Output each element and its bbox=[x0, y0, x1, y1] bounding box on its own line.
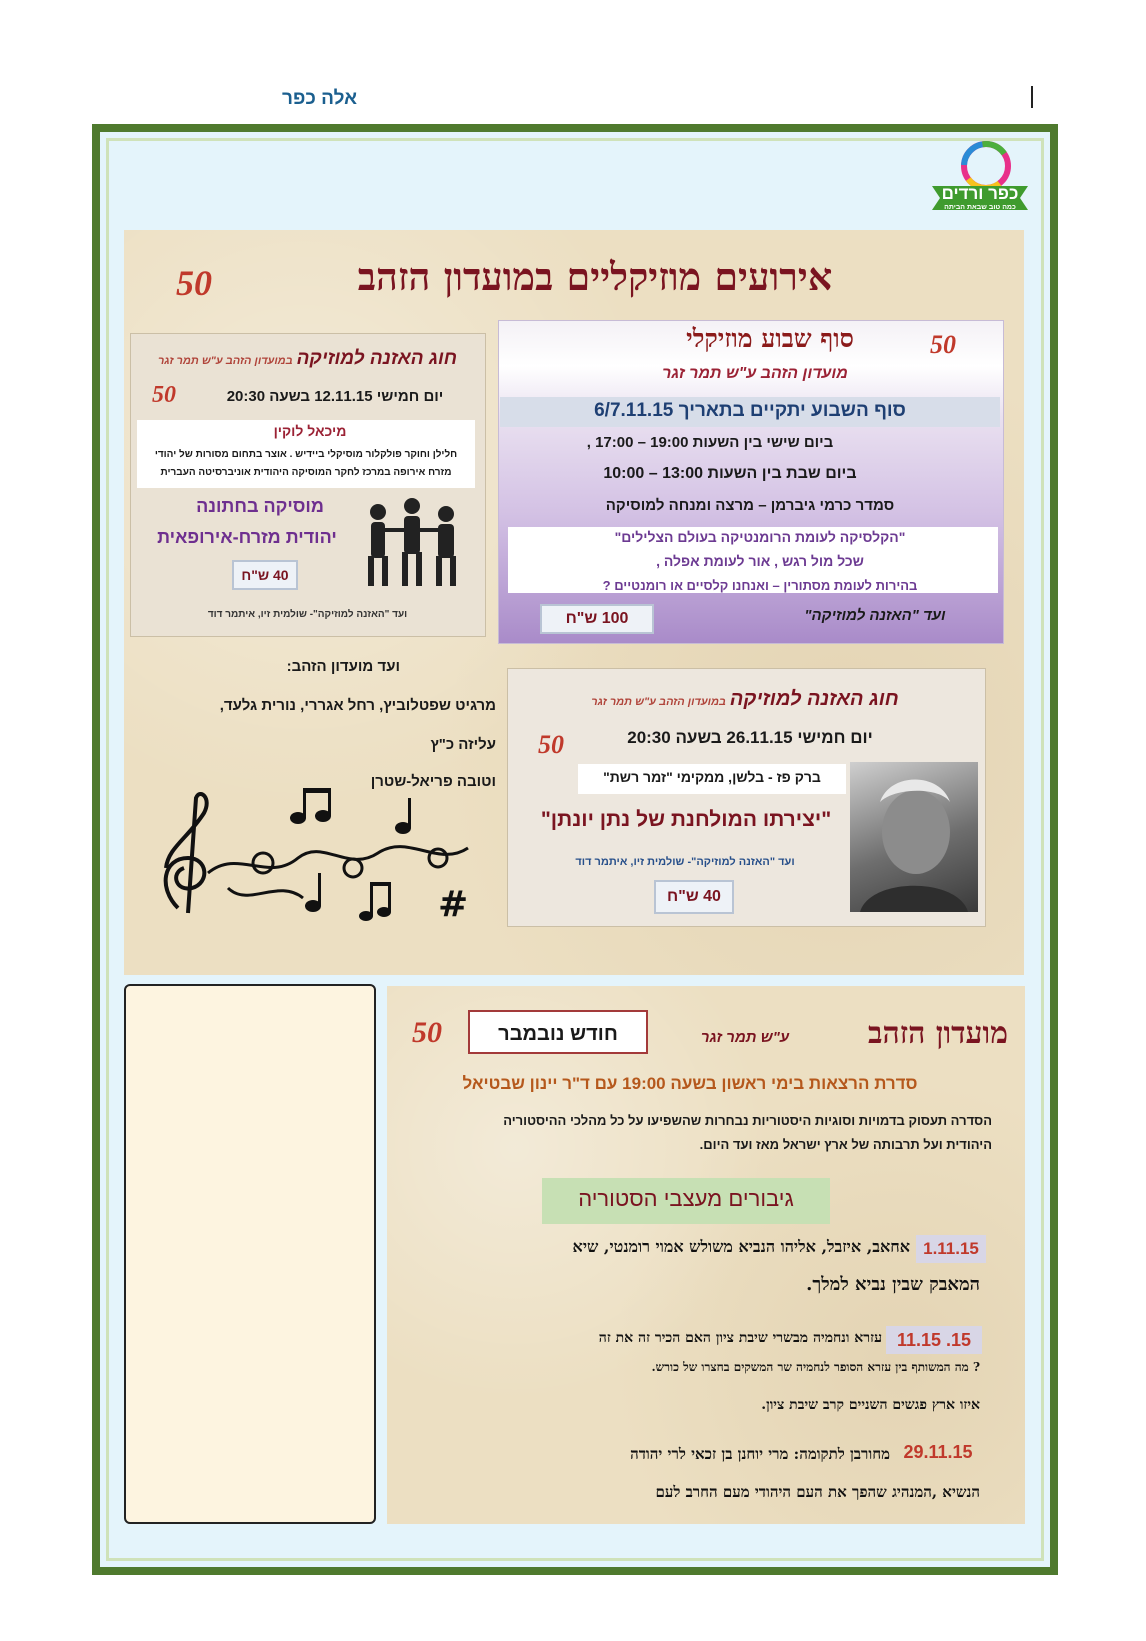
music-notes-illustration bbox=[148, 788, 488, 928]
yonatan-topic: "יצירתו המולחנת של נתן יונתן" bbox=[540, 808, 832, 831]
weekend-friday: ביום שישי בין השעות 19:00 – 17:00 , bbox=[586, 434, 834, 451]
fifty-icon: 50 bbox=[412, 1016, 442, 1049]
klezmer-club: חוג האזנה למוזיקה bbox=[296, 348, 458, 369]
lectures-series: סדרת הרצאות בימי ראשון בשעה 19:00 עם ד"ר יינון שבטיאל bbox=[462, 1074, 918, 1093]
klezmer-committee: ועד "האזנה למוזיקה"- שולמית זיו, איתמר דוד bbox=[207, 609, 408, 620]
weekend-desc-3: בהירות לעומת מסתורין – ואנחנו קלסיים או רומנטיים ? bbox=[602, 578, 918, 593]
lectures-club-sub: ע"ש תמר זגר bbox=[700, 1029, 790, 1046]
lectures-intro-1: הסדרה תעסוק בדמויות וסוגיות היסטוריות נבחרות שהשפיעו על כל מהלכי ההיסטוריה bbox=[503, 1113, 992, 1128]
empty-notice-box bbox=[124, 984, 376, 1524]
yonatan-price: 40 ש"ח bbox=[654, 880, 734, 914]
yonatan-venue: במועדון הזהב ע"ש תמר זגר bbox=[591, 696, 726, 708]
music-events-title: אירועים מוזיקליים במועדון הזהב bbox=[357, 254, 833, 299]
yonatan-date: יום חמישי 26.11.15 בשעה 20:30 bbox=[627, 728, 873, 747]
weekend-committee: ועד "האזנה למוזיקה" bbox=[804, 607, 946, 624]
lecture-text: אחאב, איזבל, אליהו הנביא משולש אמוי רומנטי, שיא bbox=[572, 1237, 910, 1256]
lecture-text: המאבק שבין נביא למלך. bbox=[806, 1274, 980, 1295]
klezmer-bio-1: חלילן וחוקר פולקלור מוסיקלי ביידיש . אוצר בתחום מסורות של יהודי bbox=[154, 449, 458, 460]
committee-line-3: וטובה פריאל-שטרן bbox=[370, 773, 496, 790]
svg-text:#: # bbox=[438, 884, 469, 925]
lecture-date: 15. 11.15 bbox=[886, 1326, 982, 1354]
klezmer-venue: במועדון הזהב ע"ש תמר זגר bbox=[157, 355, 293, 367]
logo-name: כפר ורדים bbox=[941, 184, 1019, 203]
weekend-saturday: ביום שבת בין השעות 13:00 – 10:00 bbox=[603, 465, 857, 482]
fifty-icon: 50 bbox=[152, 382, 176, 408]
yonatan-speaker: ברק פז - בלשן, ממקימי "זמר רשת" bbox=[603, 769, 821, 785]
yonatan-club: חוג האזנה למוזיקה bbox=[729, 688, 899, 710]
kfar-vradim-logo bbox=[928, 138, 1032, 222]
committee-title: ועד מועדון הזהב: bbox=[286, 658, 400, 675]
fifty-icon: 50 bbox=[538, 730, 564, 759]
lecture-date: 29.11.15 bbox=[903, 1442, 973, 1462]
weekend-venue: מועדון הזהב ע"ש תמר זגר bbox=[662, 365, 848, 382]
lectures-intro-2: היהודית ועל תרבותה של ארץ ישראל מאז ועד היום. bbox=[699, 1137, 992, 1152]
lecture-text: מחורבן לתקומה: מרי יוחנן בן זכאי לרי יהודה bbox=[630, 1445, 890, 1463]
weekend-price: 100 ש"ח bbox=[540, 604, 654, 634]
speaker-photo bbox=[850, 762, 978, 912]
fifty-icon: 50 bbox=[176, 263, 212, 303]
logo-slogan: כמה טוב שבאת הביתה bbox=[944, 204, 1016, 211]
weekend-lecturer: סמדר כרמי גיברמן – מרצה ומנחה למוסיקה bbox=[605, 497, 895, 514]
klezmer-speaker: מיכאל לוקין bbox=[273, 423, 347, 439]
committee-line-1: מרגיט שפטלוביץ, רחל אגררי, נורית גלעד, bbox=[219, 697, 496, 714]
lecture-text: ? מה המשותף בין עזרא הסופר לנחמיה שר המשקים בחצרו של כורש. bbox=[651, 1360, 980, 1374]
committee-line-2: עליזה כ"ץ bbox=[430, 736, 496, 753]
weekend-title: סוף שבוע מוזיקלי bbox=[686, 324, 854, 353]
page-marker bbox=[1031, 86, 1033, 108]
lecture-text: עזרא ונחמיה מבשרי שיבת ציון האם הכיר זה את זה bbox=[598, 1330, 882, 1346]
klezmer-topic-2: יהודית מזרח-אירופאית bbox=[157, 527, 337, 547]
weekend-date: סוף השבוע יתקיים בתאריך 6/7.11.15 bbox=[594, 400, 906, 421]
header-brand: אלה כפר bbox=[282, 88, 358, 109]
weekend-desc-1: "הקלסיקה לעומת הרומנטיקה בעולם הצלילים" bbox=[614, 529, 906, 545]
weekend-desc-2: שכל מול רגש , אור לעומת אפלה , bbox=[656, 553, 864, 569]
fifty-icon: 50 bbox=[930, 330, 956, 359]
lectures-heading: גיבורים מעצבי הסטוריה bbox=[578, 1186, 794, 1211]
yonatan-header bbox=[520, 688, 970, 711]
lecture-text: הנשיא ,המנהיג שהפך את העם היהודי מעם החרב לעם bbox=[655, 1483, 980, 1501]
dancers-illustration bbox=[358, 490, 468, 598]
month-badge: חודש נובמבר bbox=[468, 1010, 648, 1054]
klezmer-bio-2: מזרח אירופה במרכז לחקר המוסיקה היהודית אוניברסיטה העברית bbox=[160, 467, 452, 478]
klezmer-date: יום חמישי 12.11.15 בשעה 20:30 bbox=[226, 388, 444, 405]
klezmer-price: 40 ש"ח bbox=[232, 560, 298, 590]
klezmer-topic-1: מוסיקה בחתונה bbox=[196, 496, 324, 516]
lecture-text: איזו ארץ פגשים השניים קרב שיבת ציון. bbox=[761, 1397, 980, 1413]
klezmer-header bbox=[140, 348, 475, 370]
lecture-date: 1.11.15 bbox=[916, 1235, 986, 1263]
lectures-club: מועדון הזהב bbox=[868, 1016, 1008, 1051]
yonatan-committee: ועד "האזנה למוזיקה"- שולמית זיו, איתמר דוד bbox=[575, 856, 795, 868]
